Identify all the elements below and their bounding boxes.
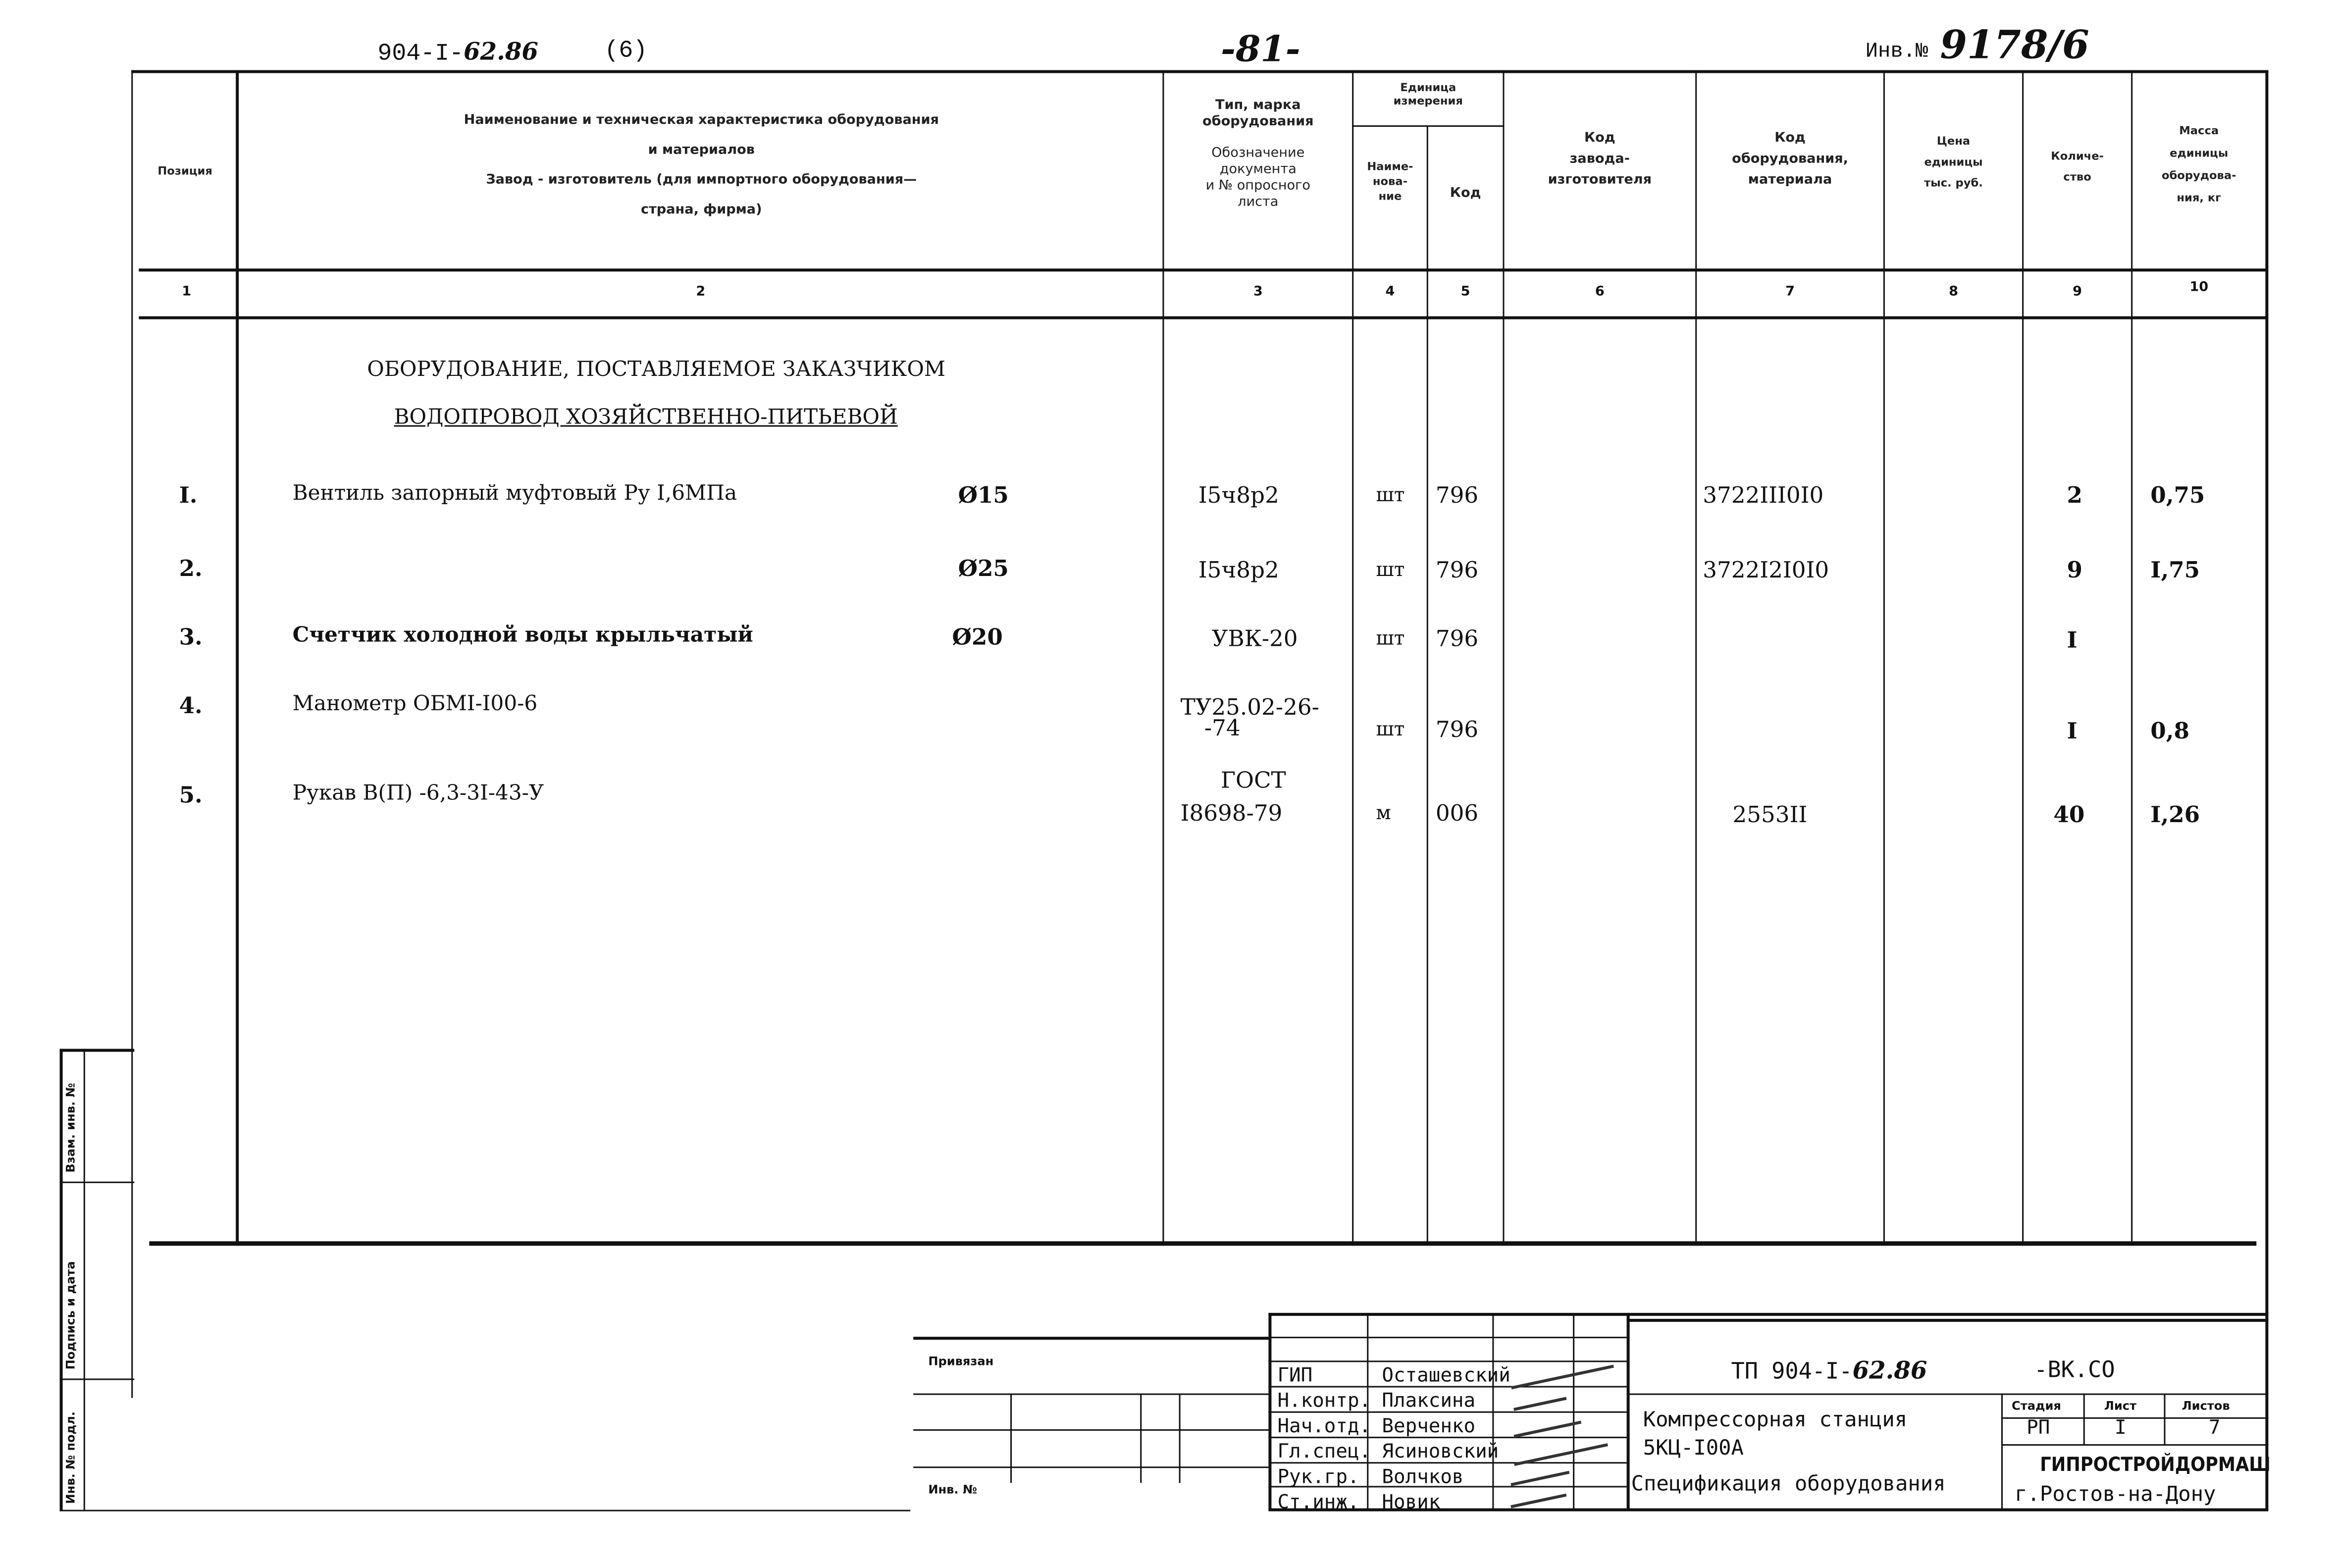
header-equipment-code-line2: оборудования,: [1732, 152, 1848, 167]
header-name: [246, 113, 1156, 219]
row-4-type: ТУ25.02-26-: [1180, 693, 1319, 721]
bind-box-vline-3: [1179, 1394, 1181, 1483]
row-3-diameter: Ø20: [952, 624, 1003, 651]
bind-box-line-2: [913, 1429, 1268, 1431]
signer-role-6: Ст.инж.: [1277, 1492, 1359, 1515]
col-number-5: 5: [1460, 285, 1470, 300]
row-5-type-cont: I8698-79: [1180, 799, 1283, 827]
title-block-right-line: [1627, 1394, 2269, 1395]
header-position: Позиция: [157, 164, 212, 178]
row-5-type: ГОСТ: [1220, 767, 1286, 794]
header-unit-name-line2: нова-: [1372, 174, 1408, 188]
sheets-label: Листов: [2182, 1399, 2230, 1413]
col-number-7: 7: [1785, 285, 1795, 300]
row-2-equipment-code: 3722I2I0I0: [1703, 556, 1829, 583]
col-number-2: 2: [696, 285, 706, 300]
col-number-3: 3: [1253, 285, 1263, 300]
header-maker-code-line3: изготовителя: [1548, 173, 1652, 188]
row-3-unit: шт: [1376, 628, 1405, 651]
header-type-line6: листа: [1238, 195, 1279, 210]
row-1-diameter: Ø15: [958, 481, 1009, 509]
header-mass-line1: Масса: [2179, 124, 2219, 138]
row-4-name: Манометр ОБМI-I00-6: [292, 692, 538, 716]
header-quantity-line1: Количе-: [2051, 149, 2104, 163]
signer-name-1: Осташевский: [1382, 1365, 1510, 1388]
stage-box-bottom-line: [2001, 1444, 2268, 1446]
row-4-type-cont: -74: [1204, 714, 1241, 742]
page-number: -81-: [1220, 27, 1300, 70]
document-title: Спецификация оборудования: [1631, 1472, 1946, 1497]
sheet-mark: (6): [604, 37, 648, 64]
row-3-position: 3.: [179, 624, 203, 651]
row-5-name: Рукав В(П) -6,3-3I-43-У: [292, 782, 544, 806]
header-unit-group-line2: измерения: [1393, 94, 1463, 107]
row-5-quantity: 40: [2053, 801, 2085, 828]
header-maker-code: [1504, 128, 1695, 191]
header-name-line3: Завод - изготовитель (для импортного оборудования—: [486, 173, 917, 188]
header-equipment-code-line3: материала: [1748, 173, 1832, 188]
doc-code-prefix: 904-I-: [377, 40, 464, 67]
header-price-line3: тыс. руб.: [1924, 176, 1983, 190]
organization-city: г.Ростов-на-Дону: [2015, 1483, 2216, 1507]
header-price-line1: Цена: [1936, 134, 1971, 148]
signer-name-5: Волчков: [1382, 1466, 1464, 1489]
signer-name-4: Ясиновский: [1382, 1441, 1499, 1464]
col-number-9: 9: [2073, 285, 2082, 300]
header-quantity: [2024, 146, 2131, 188]
header-name-line1: Наименование и техническая характеристика оборудования: [464, 113, 939, 129]
side-stamp-inv-dup: Взам. инв. №: [64, 1083, 78, 1173]
side-stamp-line-2: [60, 1378, 135, 1380]
row-4-quantity: I: [2067, 717, 2078, 745]
title-block-top-line: [1268, 1313, 2268, 1316]
table-bottom-line: [149, 1241, 2256, 1246]
header-type-line3: Обозначение: [1211, 146, 1305, 161]
header-unit-name-line3: ние: [1378, 189, 1402, 203]
header-mass-line4: ния, кг: [2177, 191, 2222, 205]
header-maker-code-line1: Код: [1584, 131, 1615, 147]
bind-box-label: Привязан: [928, 1355, 994, 1368]
header-name-line2: и материалов: [648, 143, 755, 158]
title-doc-handwritten: 62.86: [1852, 1356, 1927, 1385]
row-3-quantity: I: [2067, 627, 2078, 654]
row-2-diameter: Ø25: [958, 555, 1009, 582]
side-stamp-mid-line: [84, 1049, 85, 1512]
col-number-1: 1: [182, 285, 192, 300]
organization-name: ГИПРОСТРОЙДОРМАШ: [2040, 1455, 2271, 1477]
row-5-unit: м: [1376, 802, 1391, 825]
header-quantity-line2: ство: [2063, 170, 2091, 184]
signer-role-5: Рук.гр.: [1277, 1466, 1359, 1489]
bind-box-top-line: [913, 1337, 1268, 1340]
col-number-4: 4: [1385, 285, 1395, 300]
inv-number: 9178/6: [1940, 24, 2089, 69]
header-type: [1165, 99, 1351, 212]
header-mass-line2: единицы: [2170, 146, 2229, 160]
row-5-mass: I,26: [2150, 801, 2200, 828]
title-block-row-line-1: [1268, 1360, 1626, 1362]
row-2-unit: шт: [1376, 559, 1405, 582]
row-5-unit-code: 006: [1435, 799, 1479, 827]
col-divider-6: [1695, 70, 1697, 1246]
bind-box-line-1: [913, 1394, 1268, 1395]
header-maker-code-line2: завода-: [1569, 152, 1630, 167]
stage-label: Стадия: [2012, 1399, 2061, 1413]
side-stamp-left-line: [60, 1049, 63, 1512]
title-doc-prefix: ТП 904-I-: [1731, 1358, 1853, 1385]
doc-code: [377, 37, 538, 67]
row-1-unit-code: 796: [1435, 481, 1479, 509]
title-doc-code: [1731, 1356, 1927, 1384]
header-name-line4: страна, фирма): [641, 203, 762, 218]
signer-role-4: Гл.спец.: [1277, 1441, 1371, 1464]
frame-top-line: [131, 70, 2268, 73]
header-mass-line3: оборудова-: [2161, 168, 2236, 182]
header-unit-name: [1353, 159, 1427, 204]
numbers-bottom-line: [139, 316, 2267, 319]
title-block-top-line-2: [1627, 1319, 2269, 1322]
row-4-position: 4.: [179, 692, 203, 719]
row-2-position: 2.: [179, 555, 203, 582]
header-unit-group: [1353, 81, 1503, 107]
signature-5: [1510, 1471, 1569, 1486]
header-type-line5: и № опросного: [1205, 179, 1310, 194]
col-divider-5: [1503, 70, 1504, 1246]
header-bottom-line: [139, 268, 2267, 271]
col-number-6: 6: [1595, 285, 1605, 300]
bind-box-vline-2: [1140, 1394, 1142, 1483]
object-name-line2: 5КЦ-I00А: [1643, 1436, 1744, 1461]
header-price-line2: единицы: [1924, 155, 1983, 169]
col-divider-1: [236, 70, 239, 1246]
col-number-8: 8: [1949, 285, 1958, 300]
row-1-mass: 0,75: [2150, 481, 2205, 509]
frame-left-line: [131, 70, 133, 1398]
header-unit-code: Код: [1450, 186, 1481, 202]
row-2-quantity: 9: [2067, 556, 2082, 583]
stage-box-left-line: [2001, 1394, 2003, 1510]
row-1-position: I.: [179, 481, 198, 509]
side-stamp-line-1: [60, 1182, 135, 1183]
row-4-mass: 0,8: [2150, 717, 2189, 745]
row-2-unit-code: 796: [1435, 556, 1479, 583]
title-block-row-line-0: [1268, 1337, 1626, 1338]
col-divider-7: [1883, 70, 1885, 1246]
section-subtitle: ВОДОПРОВОД ХОЗЯЙСТВЕННО-ПИТЬЕВОЙ: [394, 406, 898, 430]
signer-role-2: Н.контр.: [1277, 1390, 1371, 1413]
object-name-line1: Компрессорная станция: [1643, 1408, 1908, 1432]
row-3-unit-code: 796: [1435, 625, 1479, 652]
header-price: [1885, 131, 2022, 194]
inv-label: Инв.№: [1865, 40, 1928, 64]
signer-name-2: Плаксина: [1382, 1390, 1476, 1413]
doc-code-handwritten: 62.86: [463, 37, 538, 66]
signer-names: [1382, 1363, 1510, 1516]
row-2-mass: I,75: [2150, 556, 2200, 583]
sheet-label: Лист: [2104, 1399, 2137, 1413]
sheet-value: I: [2114, 1417, 2127, 1440]
header-type-line4: документа: [1219, 162, 1297, 178]
bind-box-inv-label: Инв. №: [928, 1483, 977, 1497]
signer-roles: [1277, 1363, 1371, 1516]
row-3-name: Счетчик холодной воды крыльчатый: [292, 624, 753, 648]
col-divider-3: [1352, 70, 1353, 1246]
row-2-type: I5ч8р2: [1198, 556, 1279, 583]
header-mass: [2132, 119, 2265, 209]
row-4-unit-code: 796: [1435, 716, 1479, 743]
signature-6: [1510, 1494, 1566, 1509]
bind-box-line-3: [913, 1466, 1268, 1468]
row-1-type: I5ч8р2: [1198, 481, 1279, 509]
side-stamp-top-line: [60, 1049, 135, 1052]
sheets-value: 7: [2208, 1417, 2221, 1440]
frame-right-line: [2265, 70, 2268, 1510]
signer-role-1: ГИП: [1277, 1365, 1313, 1388]
bind-box-vline-1: [1010, 1394, 1012, 1483]
signer-role-3: Нач.отд.: [1277, 1415, 1371, 1438]
row-1-name: Вентиль запорный муфтовый Ру I,6МПа: [292, 481, 737, 506]
signature-3: [1513, 1420, 1581, 1438]
col-divider-8: [2022, 70, 2024, 1246]
row-5-equipment-code: 2553II: [1732, 801, 1808, 828]
row-3-type: УВК-20: [1211, 625, 1298, 652]
row-1-unit: шт: [1376, 485, 1405, 508]
header-unit-group-line1: Единица: [1400, 80, 1456, 94]
bottom-frame-line: [60, 1510, 911, 1512]
header-type-line2: оборудования: [1202, 114, 1314, 130]
signer-name-3: Верченко: [1382, 1415, 1476, 1438]
stage-value: РП: [2027, 1417, 2050, 1440]
header-type-line1: Тип, марка: [1215, 98, 1301, 113]
col-divider-9: [2131, 70, 2132, 1246]
side-stamp-inv-orig: Инв. № подл.: [64, 1411, 78, 1504]
row-5-position: 5.: [179, 782, 203, 809]
title-block-vline-4: [1627, 1313, 1630, 1510]
title-doc-suffix: -ВК.СО: [2034, 1356, 2115, 1383]
col-divider-2: [1162, 70, 1164, 1246]
header-equipment-code: [1697, 128, 1883, 191]
row-4-unit: шт: [1376, 719, 1405, 742]
row-1-quantity: 2: [2067, 481, 2082, 509]
header-equipment-code-line1: Код: [1774, 131, 1806, 147]
side-stamp-sign-date: Подпись и дата: [64, 1261, 78, 1370]
header-unit-name-line1: Наиме-: [1367, 159, 1413, 173]
section-title: ОБОРУДОВАНИЕ, ПОСТАВЛЯЕМОЕ ЗАКАЗЧИКОМ: [367, 358, 946, 382]
signer-name-6: Новик: [1382, 1492, 1441, 1515]
col-number-10: 10: [2189, 280, 2209, 296]
row-1-equipment-code: 3722III0I0: [1703, 481, 1824, 509]
signature-2: [1513, 1397, 1566, 1411]
